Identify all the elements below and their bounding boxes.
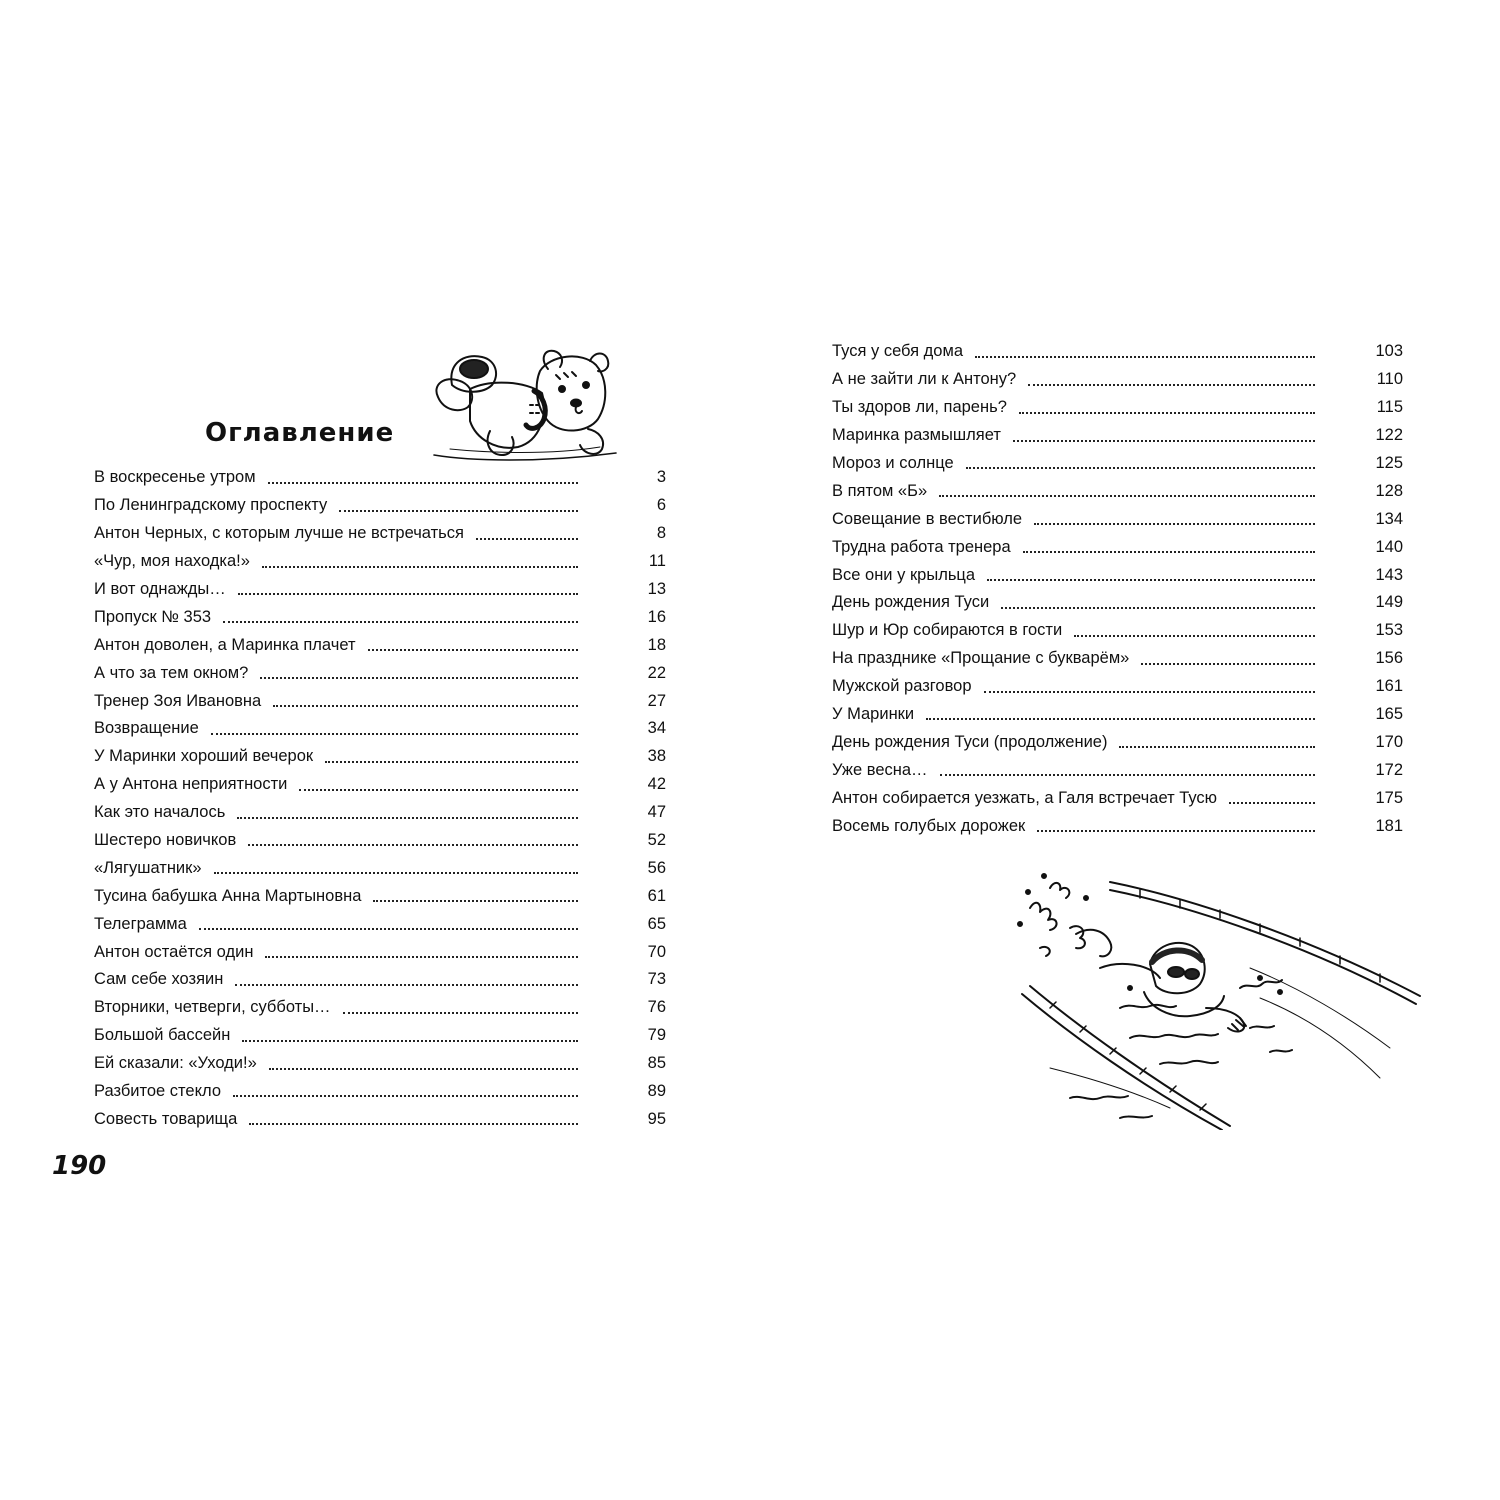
- toc-entry-page: 70: [647, 942, 666, 961]
- toc-entry-title: Туся у себя дома: [832, 342, 963, 361]
- toc-entry-title: Тренер Зоя Ивановна: [94, 691, 262, 710]
- dot-leader: [249, 1110, 578, 1130]
- toc-entry-title: «Чур, моя находка!»: [94, 552, 250, 571]
- toc-entry: [94, 520, 666, 548]
- toc-entry-page: 140: [1375, 537, 1403, 556]
- toc-entry-page: 95: [647, 1109, 666, 1128]
- toc-entry-title: По Ленинградскому проспекту: [94, 496, 328, 515]
- toc-entry-page: 76: [647, 998, 666, 1017]
- toc-entry-title: В воскресенье утром: [94, 468, 256, 487]
- dot-leader: [1034, 509, 1315, 529]
- dot-leader: [1019, 398, 1315, 418]
- toc-entry: [832, 477, 1403, 505]
- toc-entry-page: 85: [647, 1054, 666, 1073]
- dot-leader: [237, 803, 578, 823]
- toc-entry: [832, 561, 1403, 589]
- toc-entry: [832, 728, 1403, 756]
- toc-entry: [94, 966, 666, 994]
- dot-leader: [1119, 733, 1315, 753]
- toc-entry-title: День рождения Туси: [832, 593, 990, 612]
- teddy-bear-illustration: [430, 345, 620, 465]
- dot-leader: [984, 677, 1315, 697]
- toc-entry: [94, 743, 666, 771]
- toc-entry-page: 172: [1375, 760, 1403, 779]
- toc-entry: [94, 687, 666, 715]
- toc-entry: [832, 617, 1403, 645]
- toc-entry-page: 27: [647, 691, 666, 710]
- toc-entry-title: Антон доволен, а Маринка плачет: [94, 635, 356, 654]
- toc-entry-page: 38: [647, 747, 666, 766]
- dot-leader: [269, 1054, 578, 1074]
- toc-entry-page: 181: [1375, 816, 1403, 835]
- toc-entry-title: Шур и Юр собираются в гости: [832, 621, 1063, 640]
- dot-leader: [926, 705, 1315, 725]
- dot-leader: [268, 468, 578, 488]
- dot-leader: [223, 608, 578, 628]
- dot-leader: [373, 886, 578, 906]
- toc-entry-title: День рождения Туси (продолжение): [832, 732, 1108, 751]
- toc-entry-title: Антон Черных, с которым лучше не встречаться: [94, 524, 464, 543]
- dot-leader: [199, 914, 578, 934]
- toc-entry-page: 3: [656, 468, 666, 487]
- toc-entry-page: 47: [647, 803, 666, 822]
- toc-entry: [832, 338, 1403, 366]
- toc-entry-title: Пропуск № 353: [94, 607, 212, 626]
- toc-entry: [832, 701, 1403, 729]
- page-number: 190: [52, 1151, 107, 1181]
- dot-leader: [233, 1082, 578, 1102]
- toc-entry-page: 34: [647, 719, 666, 738]
- toc-entry: [832, 394, 1403, 422]
- toc-entry-page: 170: [1375, 732, 1403, 751]
- toc-entry-page: 149: [1375, 593, 1403, 612]
- toc-entry-title: Антон остаётся один: [94, 942, 254, 961]
- toc-entry-page: 56: [647, 858, 666, 877]
- toc-entry-page: 65: [647, 914, 666, 933]
- toc-entry-page: 13: [647, 580, 666, 598]
- dot-leader: [214, 859, 578, 879]
- toc-entry: [94, 492, 666, 520]
- toc-entry: [832, 645, 1403, 673]
- toc-entry-title: Восемь голубых дорожек: [832, 816, 1026, 835]
- toc-entry: [94, 1022, 666, 1050]
- dot-leader: [1028, 370, 1315, 390]
- toc-entry: [832, 366, 1403, 394]
- toc-entry: [94, 854, 666, 882]
- toc-entry-title: Уже весна…: [832, 760, 928, 779]
- toc-entry: [94, 938, 666, 966]
- dot-leader: [368, 635, 578, 655]
- toc-entry: [832, 812, 1403, 840]
- toc-entry-title: Ты здоров ли, парень?: [832, 398, 1007, 417]
- toc-entry-page: 42: [647, 775, 666, 794]
- toc-entry-page: 165: [1375, 705, 1403, 724]
- toc-entry-page: 89: [647, 1082, 666, 1101]
- dot-leader: [1023, 537, 1315, 557]
- toc-entry: [832, 533, 1403, 561]
- dot-leader: [1013, 426, 1315, 446]
- toc-entry-page: 61: [647, 886, 666, 905]
- toc-entry: [94, 1050, 666, 1078]
- toc-entry-page: 143: [1375, 565, 1403, 584]
- toc-entry: [94, 659, 666, 687]
- dot-leader: [1001, 593, 1315, 613]
- toc-entry: [94, 994, 666, 1022]
- toc-entry-title: Как это началось: [94, 803, 226, 822]
- toc-entry: [94, 576, 666, 604]
- toc-entry-title: Сам себе хозяин: [94, 970, 224, 989]
- dot-leader: [966, 454, 1315, 474]
- dot-leader: [265, 942, 578, 962]
- toc-entry: [94, 771, 666, 799]
- toc-entry-title: На празднике «Прощание с букварём»: [832, 649, 1130, 668]
- toc-entry: [94, 799, 666, 827]
- toc-entry: [94, 1078, 666, 1106]
- toc-entry-title: Возвращение: [94, 719, 199, 738]
- toc-entry: [94, 1105, 666, 1133]
- toc-entry-page: 73: [647, 970, 666, 989]
- toc-entry-page: 103: [1375, 342, 1403, 361]
- dot-leader: [299, 775, 578, 795]
- toc-entry-title: Шестеро новичков: [94, 831, 237, 850]
- dot-leader: [476, 524, 578, 544]
- dot-leader: [343, 998, 578, 1018]
- toc-entry-title: А у Антона неприятности: [94, 775, 288, 794]
- toc-entry-title: У Маринки: [832, 705, 915, 724]
- dot-leader: [260, 663, 578, 683]
- toc-entry-page: 110: [1376, 370, 1403, 389]
- toc-entry-title: Мороз и солнце: [832, 454, 954, 472]
- dot-leader: [248, 831, 578, 851]
- toc-entry: [94, 910, 666, 938]
- toc-entry: [94, 631, 666, 659]
- toc-entry-page: 115: [1376, 398, 1403, 417]
- toc-entry-title: И вот однажды…: [94, 580, 226, 598]
- toc-entry: [832, 673, 1403, 701]
- toc-entry-page: 22: [647, 663, 666, 682]
- dot-leader: [940, 760, 1315, 780]
- swimmer-illustration: [1010, 868, 1430, 1130]
- toc-entry-page: 52: [647, 831, 666, 850]
- toc-entry-page: 175: [1375, 788, 1403, 807]
- toc-entry-title: В пятом «Б»: [832, 481, 928, 500]
- toc-entry: [832, 422, 1403, 450]
- toc-entry-page: 128: [1375, 481, 1403, 500]
- dot-leader: [975, 342, 1315, 362]
- dot-leader: [987, 565, 1315, 585]
- toc-entry-page: 134: [1375, 509, 1403, 528]
- toc-entry: [832, 505, 1403, 533]
- toc-entry-title: Телеграмма: [94, 914, 187, 933]
- dot-leader: [1074, 621, 1315, 641]
- toc-entry-title: Большой бассейн: [94, 1026, 231, 1045]
- toc-entry-title: Совещание в вестибюле: [832, 509, 1023, 528]
- toc-entry-title: Антон собирается уезжать, а Галя встречает Тусю: [832, 788, 1218, 807]
- toc-entry-title: Вторники, четверги, субботы…: [94, 998, 331, 1017]
- toc-entry-page: 122: [1375, 426, 1403, 445]
- dot-leader: [242, 1026, 578, 1046]
- toc-entry: [832, 784, 1403, 812]
- toc-entry-title: «Лягушатник»: [94, 858, 202, 877]
- toc-entry-title: Все они у крыльца: [832, 565, 976, 584]
- toc-entry-page: 161: [1375, 677, 1403, 696]
- toc-entry-title: Маринка размышляет: [832, 426, 1001, 445]
- toc-entry: [832, 589, 1403, 617]
- toc-entry: [94, 548, 666, 576]
- toc-right-column: [832, 338, 1403, 840]
- dot-leader: [273, 691, 578, 711]
- toc-entry: [94, 827, 666, 855]
- toc-entry-title: Мужской разговор: [832, 677, 972, 696]
- toc-entry-page: 125: [1375, 454, 1403, 472]
- toc-entry: [94, 603, 666, 631]
- toc-entry-page: 8: [656, 524, 666, 543]
- toc-left-column: [94, 464, 666, 1133]
- toc-entry-page: 18: [647, 635, 666, 654]
- toc-entry-title: Ей сказали: «Уходи!»: [94, 1054, 257, 1073]
- toc-entry-title: Тусина бабушка Анна Мартыновна: [94, 886, 362, 905]
- toc-entry-page: 156: [1375, 649, 1403, 668]
- dot-leader: [325, 747, 578, 767]
- dot-leader: [238, 580, 578, 600]
- toc-entry-title: Совесть товарища: [94, 1109, 238, 1128]
- toc-entry-page: 16: [647, 607, 666, 626]
- toc-entry-title: А не зайти ли к Антону?: [832, 370, 1017, 389]
- dot-leader: [211, 719, 578, 739]
- page-title: Оглавление: [205, 418, 395, 448]
- toc-entry-title: Разбитое стекло: [94, 1082, 221, 1101]
- dot-leader: [1229, 788, 1315, 808]
- dot-leader: [1141, 649, 1315, 669]
- dot-leader: [262, 552, 578, 572]
- toc-entry-page: 6: [656, 496, 666, 515]
- toc-entry-page: 79: [647, 1026, 666, 1045]
- dot-leader: [339, 496, 578, 516]
- dot-leader: [1037, 816, 1315, 836]
- toc-entry-page: 11: [648, 552, 666, 571]
- toc-entry-title: У Маринки хороший вечерок: [94, 747, 314, 766]
- dot-leader: [235, 970, 578, 990]
- toc-entry: [832, 450, 1403, 478]
- toc-entry: [94, 882, 666, 910]
- toc-entry: [94, 464, 666, 492]
- toc-entry-title: Трудна работа тренера: [832, 537, 1011, 556]
- toc-entry-page: 153: [1375, 621, 1403, 640]
- dot-leader: [939, 482, 1315, 502]
- toc-entry: [94, 715, 666, 743]
- toc-entry-title: А что за тем окном?: [94, 663, 249, 682]
- toc-entry: [832, 756, 1403, 784]
